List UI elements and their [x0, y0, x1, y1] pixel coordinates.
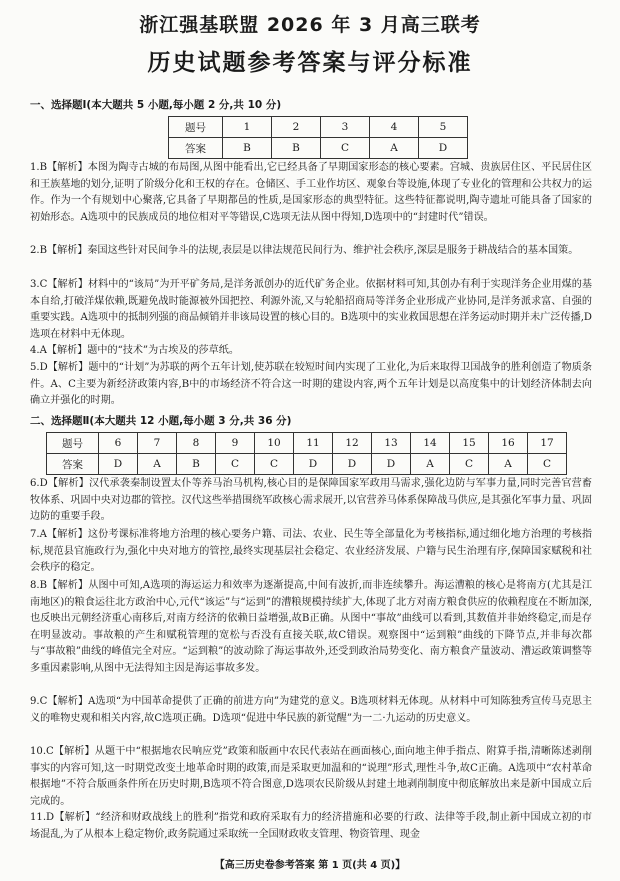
explanation-q4: 4.A【解析】题中的“技术”为古埃及的莎草纸。 — [30, 345, 239, 356]
table-row — [169, 138, 468, 159]
table-cell: 16 — [489, 433, 528, 454]
explanation-q9: 9.C【解析】A选项“为中国革命提供了正确的前进方向”为建党的意义。B选项材料无体现。从材料中可知陈独秀宣传马克思主义的唯物史观和相关内容,故C选项正确。D选项“促进中华民族的新觉醒”为一二·九运动的历史意义。 — [30, 696, 592, 724]
table-cell: A — [138, 454, 177, 475]
table-cell: 8 — [177, 433, 216, 454]
table-cell: D — [294, 454, 333, 475]
row-label: 题号 — [47, 433, 99, 454]
section1-answer-table — [168, 116, 468, 159]
document-title: 历史试题参考答案与评分标准 — [147, 50, 473, 76]
table-cell: B — [223, 138, 272, 159]
table-cell: 1 — [223, 117, 272, 138]
page-footer: 【高三历史卷参考答案 第 1 页(共 4 页)】 — [214, 860, 406, 871]
table-cell: 11 — [294, 433, 333, 454]
table-cell: 13 — [372, 433, 411, 454]
table-cell: C — [528, 454, 567, 475]
table-cell: B — [177, 454, 216, 475]
table-cell: 9 — [216, 433, 255, 454]
row-label: 答案 — [47, 454, 99, 475]
table-cell: 15 — [450, 433, 489, 454]
table-cell: C — [216, 454, 255, 475]
table-cell: D — [372, 454, 411, 475]
table-cell: 12 — [333, 433, 372, 454]
table-row — [47, 433, 567, 454]
section2-answer-table — [46, 432, 567, 475]
table-row — [47, 454, 567, 475]
row-label: 题号 — [169, 117, 223, 138]
table-cell: B — [272, 138, 321, 159]
explanation-q1: 1.B【解析】本图为陶寺古城的布局图,从图中能看出,它已经具备了早期国家形态的核心要素。宫城、贵族居住区、平民居住区和王族墓地的划分,证明了阶级分化和王权的存在。仓储区、手工业作坊区、观象台等设施,体现了专业化的管理和公共权力的运作。作为一个有规划中心聚落,它具备了早期都邑的性质,是国家形态的典型特征。这些特征都说明,陶寺遗址可能具备了国家的初始形态。A选项中的民族成员的地位相对平等错误,C选项无法从图中得知,D选项中的“封建时代”错误。 — [30, 162, 592, 223]
explanation-q3: 3.C【解析】材料中的“该局”为开平矿务局,是洋务派创办的近代矿务企业。依据材料可知,其创办有利于实现洋务企业用煤的基本自给,打破洋煤依赖,既避免战时能源被外国把控、利源外流,又与轮船招商局等洋务企业形成产业协同,是洋务派求富、自强的重要实践。A选项中的抵制列强的商品倾销并非该局设置的核心目的。B选项中的实业救国思想在洋务运动时期并未广泛传播,D选项在材料中无体现。 — [30, 279, 592, 340]
section1-heading: 一、选择题Ⅰ(本大题共 5 小题,每小题 2 分,共 10 分) — [30, 99, 282, 111]
explanation-q10: 10.C【解析】从题干中“根据地农民响应党”政策和版画中农民代表站在画面核心,面向地主伸手指点、附算手指,清晰陈述剥削事实的内容可知,这一时期党改变土地革命时期的政策,而是采取更加温和的“说理”形式,理性斗争,故C正确。A选项中“农村革命根据地”不符合版画条件所在历史时期,B选项不符合图意,D选项农民阶级从封建土地剥削制度中彻底解放出来是新中国成立后完成的。 — [30, 746, 592, 807]
explanation-q2: 2.B【解析】秦国这些针对民间争斗的法规,表层是以律法规范民间行为、维护社会秩序,深层是服务于耕战结合的基本国策。 — [30, 245, 579, 256]
table-cell: 2 — [272, 117, 321, 138]
table-cell: 3 — [321, 117, 370, 138]
table-cell: A — [489, 454, 528, 475]
explanation-q11: 11.D【解析】“经济和财政战线上的胜利”指党和政府采取有力的经济措施和必要的行政、法律等手段,制止新中国成立初的市场混乱,为了从根本上稳定物价,政务院通过采取统一全国财政收支管理、物资管理、现金 — [30, 812, 592, 840]
table-cell: 14 — [411, 433, 450, 454]
table-cell: 4 — [370, 117, 419, 138]
table-cell: D — [333, 454, 372, 475]
table-cell: 7 — [138, 433, 177, 454]
table-cell: D — [419, 138, 468, 159]
section2-heading: 二、选择题Ⅱ(本大题共 12 小题,每小题 3 分,共 36 分) — [30, 415, 292, 427]
explanation-q6: 6.D【解析】汉代承袭秦制设置太仆等养马治马机构,核心目的是保障国家军政用马需求,强化边防与军事力量,同时完善官营畜牧体系、巩固中央对边郡的管控。汉代这些举措围绕军政核心需求展开,以官营养马体系保障战马供应,是其强化军事力量、巩固边防的重要手段。 — [30, 478, 592, 523]
table-cell: 17 — [528, 433, 567, 454]
table-cell: 6 — [99, 433, 138, 454]
explanation-q7: 7.A【解析】这份考课标准将地方治理的核心要务户籍、司法、农业、民生等全部量化为考核指标,通过细化地方治理的考核指标,规范县官施政行为,强化中央对地方的管控,最终实现基层社会稳定、农业经济发展、户籍与民生治理有序,保障国家赋税和社会秩序的稳定。 — [30, 529, 592, 574]
table-row — [169, 117, 468, 138]
table-cell: C — [450, 454, 489, 475]
table-cell: A — [411, 454, 450, 475]
row-label: 答案 — [169, 138, 223, 159]
table-cell: C — [255, 454, 294, 475]
exam-title: 浙江强基联盟 2026 年 3 月高三联考 — [139, 14, 481, 36]
explanation-q5: 5.D【解析】题中的“计划”为苏联的两个五年计划,使苏联在较短时间内实现了工业化,为后来取得卫国战争的胜利创造了物质条件。A、C主要为新经济政策内容,B中的市场经济不符合这一时期的建设内容,两个五年计划是以高度集中的计划经济体制去向确立并强化的时期。 — [30, 362, 592, 407]
table-cell: D — [99, 454, 138, 475]
table-cell: 5 — [419, 117, 468, 138]
explanation-q8: 8.B【解析】从图中可知,A选项的海运运力和效率为逐渐提高,中间有波折,而非连续攀升。海运漕粮的核心是将南方(尤其是江南地区)的粮食运往北方政治中心,元代“该运”与“运到”的漕粮规模持续扩大,体现了北方对南方粮食供应的依赖程度在不断加深,也反映出元朝经济重心南移后,对南方经济的依赖日益增强,故B正确。从图中“事故”曲线可以看到,其数值并非始终稳定,而是存在明显波动。事故粮的产生和赋税管理的宽松与否没有直接关联,故C错误。观察图中“运到粮”曲线的下降节点,并非每次都与“事故粮”曲线的峰值完全对应。“运到粮”的波动除了海运事故外,还受到政治局势变化、南方粮食产量波动、漕运政策调整等多重因素影响,从图中无法得知主因是海运事故多发。 — [30, 580, 592, 674]
table-cell: A — [370, 138, 419, 159]
table-cell: 10 — [255, 433, 294, 454]
table-cell: C — [321, 138, 370, 159]
